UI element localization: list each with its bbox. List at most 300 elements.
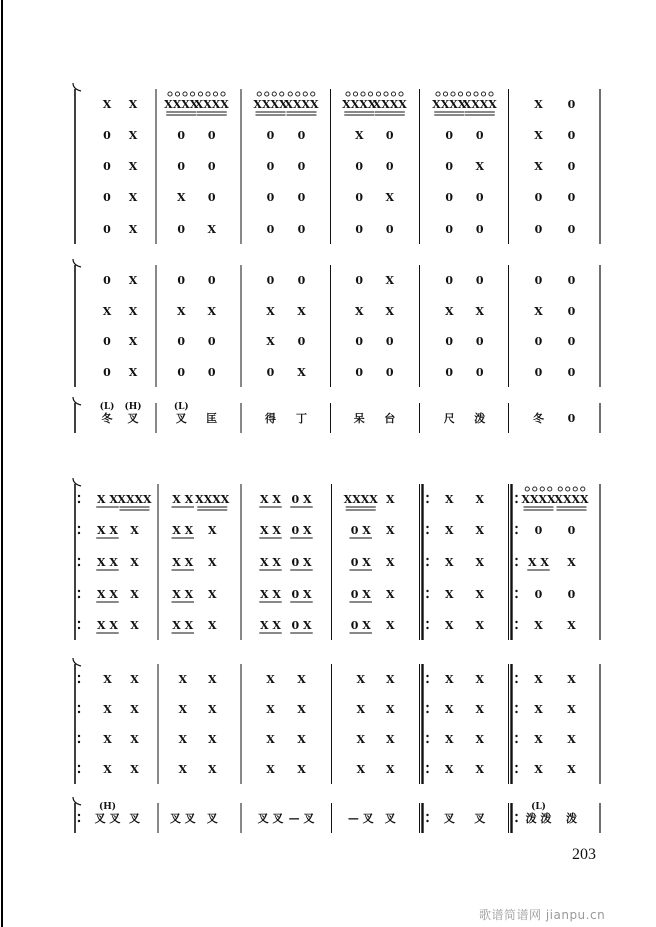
note: 0 bbox=[385, 129, 394, 142]
note: X bbox=[475, 703, 485, 716]
accent-circle bbox=[280, 92, 284, 96]
repeat-dot bbox=[515, 705, 517, 707]
note: X bbox=[385, 191, 395, 204]
note: 0 bbox=[355, 274, 364, 287]
note: X bbox=[130, 588, 139, 601]
note: 0 bbox=[567, 129, 576, 142]
note: 0 bbox=[103, 366, 111, 379]
note: X bbox=[534, 763, 543, 776]
repeat-dot bbox=[78, 711, 80, 713]
register-mark: (H) bbox=[98, 802, 117, 812]
repeat-dot bbox=[78, 590, 80, 592]
accent-circle bbox=[399, 92, 403, 96]
note: 0 bbox=[266, 160, 275, 173]
accent-circle bbox=[265, 92, 269, 96]
note: X bbox=[444, 588, 454, 601]
note: 0 bbox=[475, 223, 484, 236]
note: 0 bbox=[177, 160, 186, 173]
note: 0 bbox=[266, 129, 275, 142]
note: XXXX bbox=[372, 98, 407, 111]
note: X bbox=[385, 619, 395, 632]
syllable: 台 bbox=[384, 412, 396, 425]
syllable: 叉 bbox=[175, 412, 187, 425]
note: 0 bbox=[207, 274, 216, 287]
note: 0 X bbox=[350, 524, 371, 537]
accent-circle bbox=[481, 92, 485, 96]
note: X bbox=[130, 733, 139, 746]
repeat-dot bbox=[78, 771, 80, 773]
note: 0 bbox=[266, 191, 275, 204]
note: XXXX bbox=[195, 493, 230, 506]
note: 0 bbox=[475, 366, 484, 379]
note: X bbox=[176, 305, 186, 318]
note: 0 bbox=[103, 129, 111, 142]
note: X X bbox=[172, 588, 194, 601]
note: X bbox=[128, 191, 138, 204]
accent-circle bbox=[213, 92, 217, 96]
note: X bbox=[534, 673, 543, 686]
repeat-dot bbox=[426, 627, 428, 629]
accent-circle bbox=[183, 92, 187, 96]
repeat-dot bbox=[78, 621, 80, 623]
repeat-dot bbox=[515, 627, 517, 629]
stave-row bbox=[78, 703, 576, 716]
note: 0 bbox=[355, 191, 364, 204]
note: X bbox=[385, 733, 395, 746]
note: XXXX bbox=[554, 493, 589, 506]
accent-circle bbox=[353, 92, 357, 96]
note: 0 bbox=[207, 191, 216, 204]
note: X bbox=[444, 763, 454, 776]
note: X X bbox=[97, 524, 118, 537]
accent-circle bbox=[573, 487, 577, 491]
note: 0 bbox=[103, 274, 111, 287]
note: 0 bbox=[297, 335, 306, 348]
note: 0 bbox=[567, 524, 576, 537]
note: X bbox=[103, 703, 112, 716]
note: X X bbox=[97, 493, 118, 506]
note: 0 bbox=[445, 191, 454, 204]
syllable: 叉 bbox=[384, 812, 396, 825]
repeat-dot bbox=[78, 526, 80, 528]
note: 0 bbox=[445, 129, 454, 142]
note: X bbox=[266, 703, 275, 716]
note: X bbox=[475, 763, 485, 776]
repeat-dot bbox=[426, 526, 428, 528]
accent-circle bbox=[466, 92, 470, 96]
note: X bbox=[266, 305, 275, 318]
note: X X bbox=[260, 493, 281, 506]
repeat-dot bbox=[515, 596, 517, 598]
note: 0 bbox=[177, 274, 186, 287]
stave-row bbox=[78, 588, 576, 602]
note: X bbox=[444, 673, 454, 686]
note: X bbox=[475, 619, 485, 632]
note: X bbox=[128, 305, 138, 318]
note: X bbox=[128, 98, 138, 111]
note: XXXX bbox=[194, 98, 229, 111]
note: X bbox=[103, 733, 112, 746]
note: X X bbox=[260, 556, 281, 569]
repeat-dot bbox=[426, 765, 428, 767]
score-system bbox=[73, 83, 600, 433]
syllable: 丁 bbox=[296, 412, 307, 425]
repeat-dot bbox=[78, 820, 80, 822]
note: 0 bbox=[177, 366, 186, 379]
syllable: 泼 bbox=[474, 412, 486, 425]
accent-circle bbox=[376, 92, 380, 96]
note: 0 bbox=[534, 588, 543, 601]
accent-circle bbox=[198, 92, 202, 96]
note: X bbox=[444, 305, 454, 318]
syllable: 叉 bbox=[127, 412, 139, 425]
accent-circle bbox=[436, 92, 440, 96]
note: 0 bbox=[207, 129, 216, 142]
note: 0 bbox=[103, 335, 111, 348]
note: 0 bbox=[567, 223, 576, 236]
note: 0 bbox=[567, 160, 576, 173]
register-mark: (L) bbox=[173, 402, 189, 412]
note: X bbox=[128, 274, 138, 287]
note: 0 bbox=[534, 524, 543, 537]
note: XXXX bbox=[462, 98, 497, 111]
note: 0 bbox=[385, 335, 394, 348]
note: X bbox=[354, 129, 364, 142]
note: X bbox=[534, 703, 543, 716]
note: X bbox=[178, 673, 188, 686]
note: X bbox=[475, 524, 485, 537]
note: X bbox=[128, 129, 138, 142]
note: 0 bbox=[297, 160, 306, 173]
stave-row bbox=[103, 223, 576, 236]
syllable: 尺 bbox=[443, 412, 455, 425]
repeat-dot bbox=[426, 820, 428, 822]
note: 0 bbox=[567, 274, 576, 287]
note: 0 bbox=[567, 98, 576, 111]
stave-row bbox=[78, 673, 576, 686]
note: 0 bbox=[567, 191, 576, 204]
repeat-dot bbox=[515, 741, 517, 743]
note: X bbox=[207, 223, 217, 236]
note: 0 bbox=[445, 274, 454, 287]
note: X bbox=[534, 160, 543, 173]
repeat-dot bbox=[515, 675, 517, 677]
note: X bbox=[207, 703, 217, 716]
repeat-dot bbox=[426, 495, 428, 497]
note: X bbox=[385, 588, 395, 601]
accent-circle bbox=[288, 92, 292, 96]
note: 0 bbox=[177, 223, 186, 236]
accent-circle bbox=[525, 487, 529, 491]
note: 0 bbox=[207, 160, 216, 173]
note: X bbox=[266, 763, 275, 776]
repeat-dot bbox=[515, 735, 517, 737]
note: 0 bbox=[266, 366, 275, 379]
repeat-dot bbox=[426, 735, 428, 737]
note: X bbox=[385, 493, 395, 506]
note: 0 bbox=[355, 335, 364, 348]
note: X bbox=[385, 524, 395, 537]
note: XXXX bbox=[117, 493, 152, 506]
repeat-dot bbox=[515, 564, 517, 566]
note: X bbox=[128, 335, 138, 348]
note: 0 bbox=[567, 305, 576, 318]
note: X bbox=[297, 673, 306, 686]
syllable: — 叉 bbox=[347, 812, 374, 825]
note: 0 bbox=[297, 274, 306, 287]
note: 0 bbox=[297, 129, 306, 142]
note: X bbox=[266, 335, 275, 348]
register-mark: (L) bbox=[531, 802, 546, 812]
note: 0 bbox=[355, 160, 364, 173]
note: 0 bbox=[207, 366, 216, 379]
note: X bbox=[297, 703, 306, 716]
note: X bbox=[534, 305, 543, 318]
repeat-dot bbox=[426, 771, 428, 773]
stave-row bbox=[78, 733, 576, 746]
syllable: 叉 叉 bbox=[257, 812, 284, 825]
note: X bbox=[354, 305, 364, 318]
accent-circle bbox=[548, 487, 552, 491]
note: X bbox=[475, 305, 485, 318]
note: X bbox=[178, 703, 188, 716]
repeat-dot bbox=[515, 526, 517, 528]
note: X bbox=[567, 673, 576, 686]
accent-circle bbox=[190, 92, 194, 96]
note: X X bbox=[260, 588, 281, 601]
note: X X bbox=[260, 524, 281, 537]
repeat-dot bbox=[515, 820, 517, 822]
note: 0 X bbox=[350, 619, 371, 632]
repeat-dot bbox=[78, 596, 80, 598]
repeat-dot bbox=[515, 558, 517, 560]
accent-circle bbox=[311, 92, 315, 96]
note: X bbox=[102, 98, 112, 111]
note: X bbox=[128, 223, 138, 236]
note: 0 bbox=[445, 160, 454, 173]
syllable: 得 bbox=[265, 412, 276, 425]
syllable: 呆 bbox=[353, 412, 365, 425]
note: 0 bbox=[567, 588, 576, 601]
watermark: 歌谱简谱网 jianpu.cn bbox=[479, 908, 606, 922]
note: 0 X bbox=[291, 619, 312, 632]
note: XXXX bbox=[164, 98, 199, 111]
note: X X bbox=[97, 556, 118, 569]
repeat-dot bbox=[426, 621, 428, 623]
repeat-dot bbox=[78, 705, 80, 707]
note: 0 bbox=[567, 335, 576, 348]
note: X bbox=[444, 733, 454, 746]
note: X bbox=[266, 673, 275, 686]
accent-circle bbox=[257, 92, 261, 96]
note: 0 X bbox=[350, 588, 371, 601]
note: X bbox=[207, 733, 217, 746]
note: X bbox=[444, 703, 454, 716]
note: X bbox=[207, 673, 217, 686]
note: X bbox=[178, 763, 188, 776]
note: X bbox=[475, 160, 485, 173]
note: X bbox=[475, 556, 485, 569]
note: 0 X bbox=[291, 588, 312, 601]
note: 0 bbox=[534, 274, 543, 287]
note: X bbox=[130, 524, 139, 537]
repeat-dot bbox=[515, 501, 517, 503]
syllable: 叉 叉 bbox=[169, 812, 196, 825]
note: XXXX bbox=[343, 493, 378, 506]
repeat-dot bbox=[78, 681, 80, 683]
accent-circle bbox=[175, 92, 179, 96]
score-system bbox=[73, 478, 600, 833]
accent-circle bbox=[458, 92, 462, 96]
repeat-dot bbox=[426, 590, 428, 592]
note: 0 bbox=[355, 223, 364, 236]
note: X bbox=[534, 619, 543, 632]
accent-circle bbox=[443, 92, 447, 96]
syllable: 叉 bbox=[474, 812, 486, 825]
stave-row bbox=[103, 366, 576, 379]
accent-circle bbox=[368, 92, 372, 96]
note: XXXX bbox=[521, 493, 556, 506]
note: 0 X bbox=[291, 493, 312, 506]
note: 0 bbox=[534, 335, 543, 348]
note: X bbox=[297, 763, 306, 776]
instrument-group bbox=[73, 478, 600, 640]
note: X bbox=[130, 619, 139, 632]
note: X bbox=[444, 524, 454, 537]
note: X bbox=[130, 763, 139, 776]
repeat-dot bbox=[78, 814, 80, 816]
repeat-dot bbox=[515, 771, 517, 773]
note: 0 bbox=[475, 335, 484, 348]
note: X bbox=[207, 556, 217, 569]
note: 0 X bbox=[291, 524, 312, 537]
syllable: 叉 bbox=[443, 812, 455, 825]
note: X bbox=[534, 98, 543, 111]
note: X bbox=[356, 733, 366, 746]
stave-row bbox=[103, 274, 576, 287]
note: X bbox=[385, 305, 395, 318]
repeat-dot bbox=[426, 675, 428, 677]
note: 0 bbox=[103, 191, 111, 204]
instrument-group bbox=[73, 797, 600, 833]
accent-circle bbox=[391, 92, 395, 96]
note: X bbox=[356, 763, 366, 776]
note: X bbox=[130, 703, 139, 716]
stave-row bbox=[103, 129, 576, 142]
note: 0 bbox=[475, 191, 484, 204]
repeat-dot bbox=[426, 596, 428, 598]
note: X bbox=[130, 673, 139, 686]
repeat-dot bbox=[78, 532, 80, 534]
note: X bbox=[102, 305, 112, 318]
repeat-dot bbox=[78, 627, 80, 629]
syllable-row bbox=[78, 801, 577, 825]
note: X bbox=[356, 673, 366, 686]
repeat-dot bbox=[78, 495, 80, 497]
note: X X bbox=[260, 619, 281, 632]
note: XXXX bbox=[284, 98, 319, 111]
note: 0 bbox=[475, 274, 484, 287]
syllable: 冬 bbox=[533, 412, 544, 425]
note: 0 bbox=[445, 366, 454, 379]
note: 0 bbox=[177, 129, 186, 142]
note: X bbox=[567, 763, 576, 776]
stave-row bbox=[103, 335, 576, 348]
repeat-dot bbox=[78, 558, 80, 560]
accent-circle bbox=[272, 92, 276, 96]
note: X X bbox=[172, 556, 194, 569]
note: 0 bbox=[534, 366, 543, 379]
syllable-row bbox=[100, 401, 576, 425]
repeat-dot bbox=[515, 532, 517, 534]
accent-circle bbox=[566, 487, 570, 491]
note: 0 bbox=[177, 335, 186, 348]
repeat-dot bbox=[515, 590, 517, 592]
register-mark: (H) bbox=[124, 402, 142, 412]
note: 0 bbox=[297, 191, 306, 204]
note: X bbox=[385, 763, 395, 776]
note: 0 bbox=[355, 366, 364, 379]
repeat-dot bbox=[78, 765, 80, 767]
note: X bbox=[567, 733, 576, 746]
note: X bbox=[207, 305, 217, 318]
accent-circle bbox=[581, 487, 585, 491]
accent-circle bbox=[558, 487, 562, 491]
repeat-dot bbox=[515, 681, 517, 683]
note: 0 bbox=[475, 129, 484, 142]
accent-circle bbox=[489, 92, 493, 96]
note: X X bbox=[97, 588, 118, 601]
note: X bbox=[567, 703, 576, 716]
note: X bbox=[128, 160, 138, 173]
note: 0 bbox=[534, 191, 543, 204]
note: 0 bbox=[445, 335, 454, 348]
note: X bbox=[444, 556, 454, 569]
note: X bbox=[178, 733, 188, 746]
note: X bbox=[207, 619, 217, 632]
accent-circle bbox=[346, 92, 350, 96]
syllable: 叉 叉 bbox=[94, 812, 121, 825]
stave-row bbox=[103, 191, 576, 204]
note: X X bbox=[528, 556, 549, 569]
note: X bbox=[128, 366, 138, 379]
note: X bbox=[444, 619, 454, 632]
syllable: 0 bbox=[567, 412, 576, 425]
note: X bbox=[567, 556, 576, 569]
accent-circle bbox=[303, 92, 307, 96]
accent-circle bbox=[474, 92, 478, 96]
syllable: 匡 bbox=[206, 412, 218, 425]
syllable: 冬 bbox=[101, 412, 113, 425]
stave-row bbox=[103, 92, 576, 115]
note: XXXX bbox=[432, 98, 467, 111]
note: X bbox=[207, 524, 217, 537]
note: XXXX bbox=[342, 98, 377, 111]
instrument-group bbox=[73, 259, 600, 387]
note: 0 X bbox=[350, 556, 371, 569]
accent-circle bbox=[540, 487, 544, 491]
stave-row bbox=[78, 619, 576, 633]
syllable: 叉 bbox=[129, 812, 140, 825]
register-mark: (L) bbox=[99, 402, 115, 412]
stave-row bbox=[78, 556, 576, 570]
note: X bbox=[475, 673, 485, 686]
note: 0 bbox=[385, 223, 394, 236]
repeat-dot bbox=[426, 501, 428, 503]
repeat-dot bbox=[78, 564, 80, 566]
repeat-dot bbox=[426, 741, 428, 743]
note: X X bbox=[97, 619, 118, 632]
